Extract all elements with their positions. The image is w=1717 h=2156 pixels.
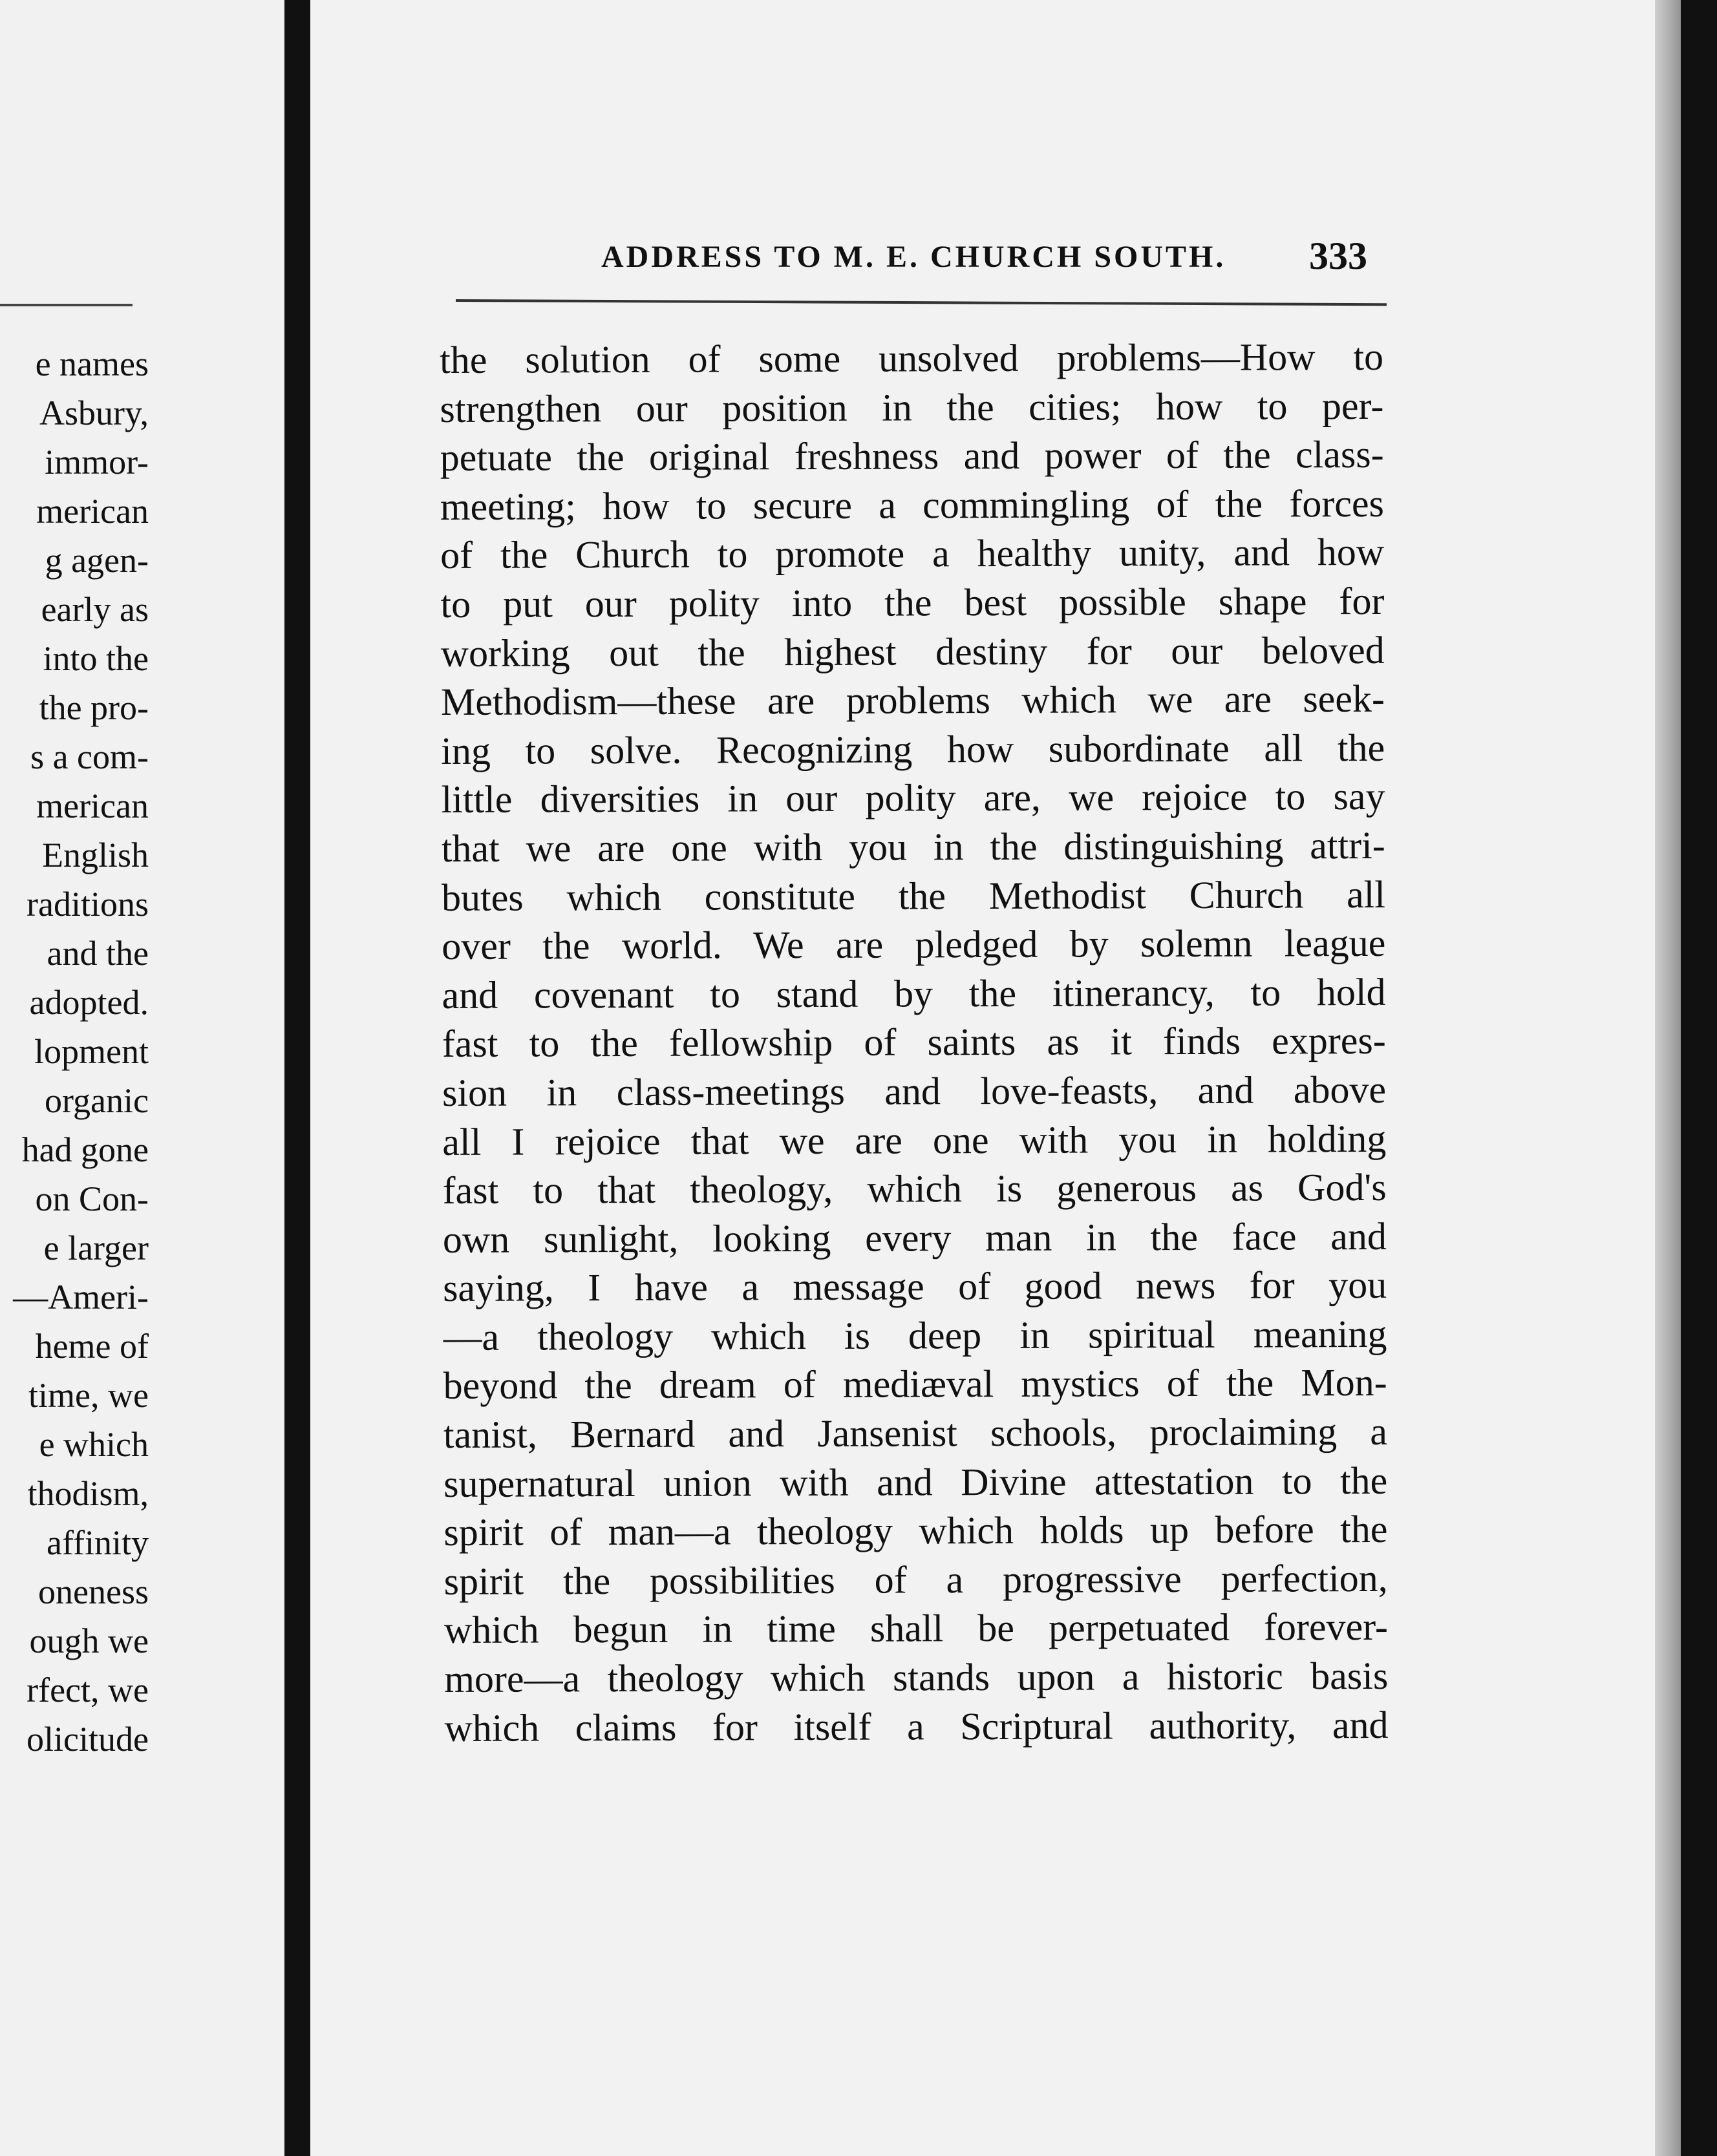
book-gutter xyxy=(284,0,310,2156)
body-line: spirit of man—a theology which holds up before the xyxy=(443,1508,1388,1554)
left-page-line: —Ameri- xyxy=(13,1278,149,1316)
left-page-line: merican xyxy=(36,787,149,825)
body-line: —a theology which is deep in spiritual meaning xyxy=(443,1312,1387,1358)
left-page-line: the pro- xyxy=(39,688,149,727)
left-page-line: heme of xyxy=(35,1327,149,1366)
body-line: sion in class-meetings and love-feasts, and above xyxy=(442,1068,1387,1114)
body-line: beyond the dream of mediæval mystics of the Mon- xyxy=(443,1361,1387,1408)
body-line: tanist, Bernard and Jansenist schools, proclaiming a xyxy=(443,1410,1388,1457)
body-line: fast to that theology, which is generous as God's xyxy=(442,1165,1387,1212)
page-number: 333 xyxy=(1309,235,1367,277)
body-line: own sunlight, looking every man in the face and xyxy=(442,1214,1387,1261)
left-page-line: s a com- xyxy=(30,737,149,776)
body-line: over the world. We are pledged by solemn league xyxy=(442,922,1386,968)
left-page-line: into the xyxy=(43,639,149,678)
left-page-line: merican xyxy=(36,492,149,531)
body-line: to put our polity into the best possible shape for xyxy=(440,579,1385,626)
body-text xyxy=(440,333,1389,1753)
body-line: ing to solve. Recognizing how subordinate all the xyxy=(441,726,1385,772)
left-page xyxy=(0,0,284,2156)
left-page-line: English xyxy=(41,836,149,874)
left-page-line: e which xyxy=(39,1425,149,1464)
left-page-line: immor- xyxy=(45,443,149,481)
body-line: and covenant to stand by the itinerancy, to hold xyxy=(442,970,1386,1017)
body-line: all I rejoice that we are one with you in holding xyxy=(442,1117,1387,1163)
body-line: of the Church to promote a healthy unity, and how xyxy=(440,531,1385,577)
body-line: that we are one with you in the distinguishing attri- xyxy=(441,823,1385,870)
body-line: the solution of some unsolved problems—How to xyxy=(440,335,1384,381)
body-line: which claims for itself a Scriptural authority, and xyxy=(444,1703,1389,1749)
left-page-line: ough we xyxy=(29,1622,149,1660)
body-line: little diversities in our polity are, we rejoice to say xyxy=(441,775,1385,821)
left-page-line: rfect, we xyxy=(27,1671,149,1709)
left-page-line: e larger xyxy=(43,1229,149,1267)
left-page-line: early as xyxy=(41,590,149,629)
body-line: saying, I have a message of good news for you xyxy=(443,1263,1387,1310)
body-line: strengthen our position in the cities; how to per- xyxy=(440,384,1384,430)
left-page-line: affinity xyxy=(47,1523,149,1562)
left-page-line: g agen- xyxy=(45,541,149,580)
left-page-line: and the xyxy=(47,934,149,973)
body-line: supernatural union with and Divine attestation to the xyxy=(443,1459,1388,1505)
left-page-line: oneness xyxy=(38,1572,149,1611)
left-page-line: olicitude xyxy=(27,1720,149,1759)
left-page-line: thodism, xyxy=(27,1474,149,1513)
left-page-line: e names xyxy=(35,344,149,383)
body-line: more—a theology which stands upon a historic basis xyxy=(444,1654,1389,1701)
left-page-line: lopment xyxy=(34,1032,149,1071)
left-page-line: had gone xyxy=(21,1130,149,1169)
running-head: ADDRESS TO M. E. CHURCH SOUTH. xyxy=(601,240,1226,274)
left-page-line: raditions xyxy=(27,885,149,924)
body-line: meeting; how to secure a commingling of the forces xyxy=(440,481,1385,528)
left-page-line: organic xyxy=(45,1081,149,1120)
body-line: fast to the fellowship of saints as it finds expres- xyxy=(442,1019,1386,1066)
left-page-rule xyxy=(0,304,133,306)
left-page-line: on Con- xyxy=(35,1179,149,1218)
body-line: Methodism—these are problems which we are seek- xyxy=(440,677,1385,724)
body-line: petuate the original freshness and power of the class- xyxy=(440,433,1384,480)
body-line: which begun in time shall be perpetuated forever- xyxy=(443,1605,1389,1652)
left-page-line: time, we xyxy=(28,1376,149,1415)
left-page-text xyxy=(0,339,149,1764)
left-page-line: adopted. xyxy=(29,983,149,1022)
left-page-line: Asbury, xyxy=(39,394,149,432)
body-line: butes which constitute the Methodist Church all xyxy=(441,872,1386,919)
body-line: spirit the possibilities of a progressive perfection, xyxy=(443,1556,1388,1603)
page-edge-shadow xyxy=(1681,0,1717,2156)
body-line: working out the highest destiny for our beloved xyxy=(440,628,1385,675)
